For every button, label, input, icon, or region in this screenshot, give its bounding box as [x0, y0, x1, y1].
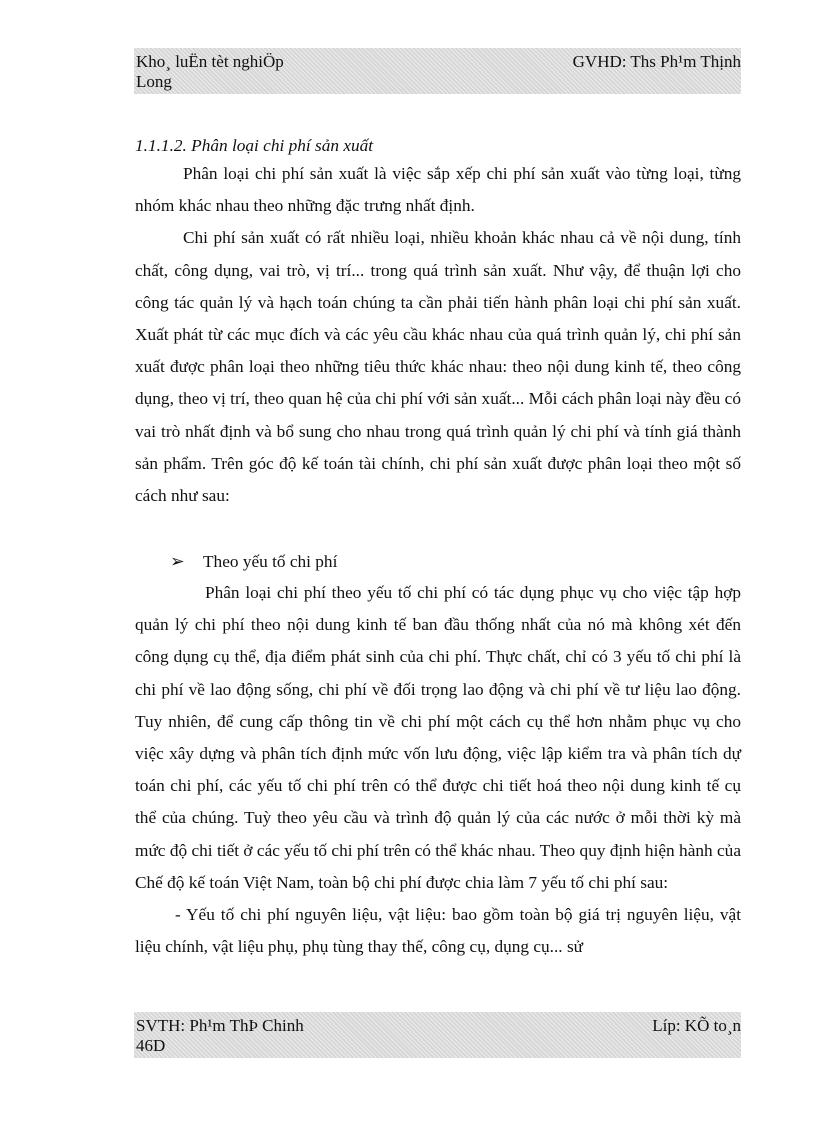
arrow-bullet-icon: ➢	[170, 552, 185, 571]
paragraph-block-2	[135, 577, 741, 963]
footer-student-class: 46D	[136, 1036, 166, 1055]
paragraph-block-1	[135, 158, 741, 512]
paragraph-4: - Yếu tố chi phí nguyên liệu, vật liệu: bao gồm toàn bộ giá trị nguyên liệu, vật liệu chính, vật liệu phụ, phụ tùng thay thế, công cụ, dụng cụ... sử	[135, 905, 741, 957]
header-advisor: GVHD: Ths Ph¹m Thịnh	[572, 52, 741, 71]
bullet-text: Theo yếu tố chi phí	[203, 552, 338, 571]
paragraph-2: Chi phí sản xuất có rất nhiều loại, nhiều khoản khác nhau cả về nội dung, tính chất, công dụng, vai trò, vị trí... trong quá trình sản xuất. Như vậy, để thuận lợi cho công tác quản lý và hạch toán chúng ta cần phải tiến hành phân loại chi phí sản xuất. Xuất phát từ các mục đích và các yêu cầu khác nhau của quá trình quản lý, chi phí sản xuất được phân loại theo những tiêu thức khác nhau: theo nội dung kinh tế, theo công dụng, theo vị trí, theo quan hệ của chi phí với sản xuất... Mỗi cách phân loại này đều có vai trò nhất định và bổ sung cho nhau trong quá trình quản lý chi phí và tính giá thành sản phẩm. Trên góc độ kế toán tài chính, chi phí sản xuất được phân loại theo một số cách như sau:	[135, 228, 741, 506]
page-header	[134, 48, 741, 94]
paragraph-1: Phân loại chi phí sản xuất là việc sắp xếp chi phí sản xuất vào từng loại, từng nhóm khác nhau theo những đặc trưng nhất định.	[135, 164, 741, 216]
page-footer	[134, 1012, 741, 1058]
bullet-item	[170, 550, 337, 574]
header-thesis-title-wrap: Long	[136, 72, 172, 91]
footer-student: SVTH: Ph¹m ThÞ Chinh	[136, 1016, 304, 1035]
footer-class: Líp: KÕ to¸n	[652, 1016, 741, 1035]
header-thesis-title: Kho¸ luËn tèt nghiÖp	[136, 52, 284, 71]
section-heading: 1.1.1.2. Phân loại chi phí sản xuất	[135, 136, 374, 155]
paragraph-3: Phân loại chi phí theo yếu tố chi phí có tác dụng phục vụ cho việc tập hợp quản lý chi phí theo nội dung kinh tế ban đầu thống nhất của nó mà không xét đến công dụng cụ thể, địa điểm phát sinh của chi phí. Thực chất, chỉ có 3 yếu tố chi phí là chi phí về lao động sống, chi phí về đối trọng lao động và chi phí về tư liệu lao động. Tuy nhiên, để cung cấp thông tin về chi phí một cách cụ thể hơn nhằm phục vụ cho việc xây dựng và phân tích định mức vốn lưu động, việc lập kiểm tra và phân tích dự toán chi phí, các yếu tố chi phí trên có thể được chi tiết hoá theo nội dung kinh tế cụ thể của chúng. Tuỳ theo yêu cầu và trình độ quản lý của các nước ở mỗi thời kỳ mà mức độ chi tiết ở các yếu tố chi phí trên có thể khác nhau. Theo quy định hiện hành của Chế độ kế toán Việt Nam, toàn bộ chi phí được chia làm 7 yếu tố chi phí sau:	[135, 583, 741, 892]
